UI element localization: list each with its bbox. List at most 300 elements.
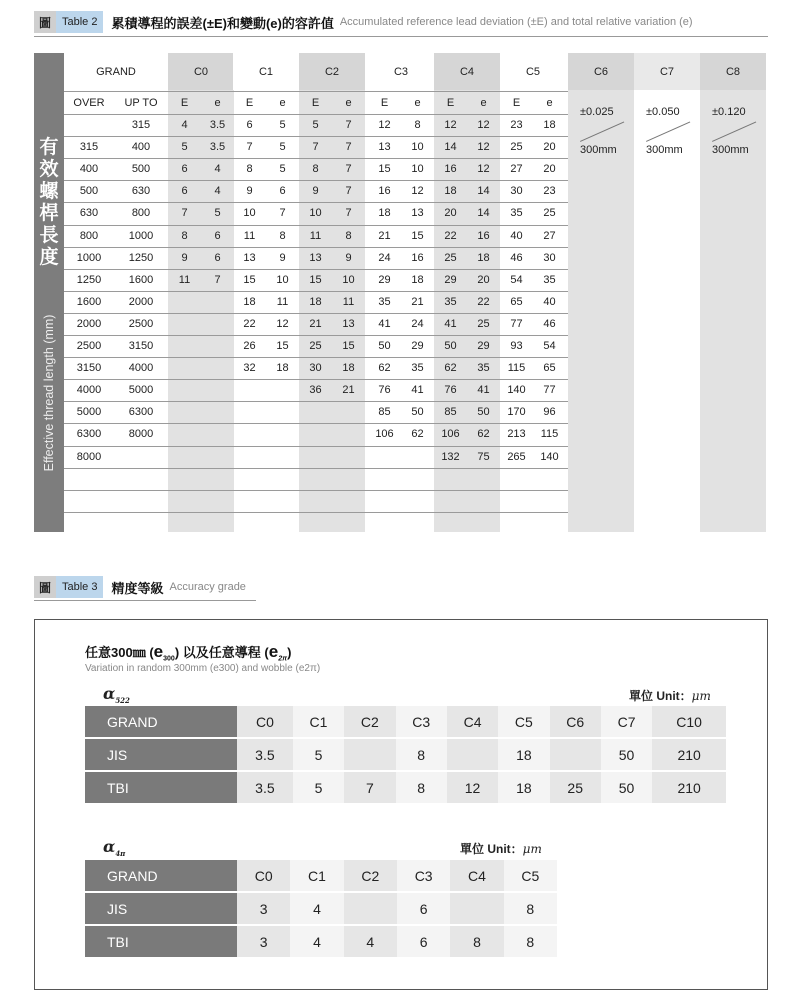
table-cell: 50 bbox=[477, 406, 490, 419]
table2-label: Table 2 bbox=[56, 11, 103, 33]
table-cell: 106 bbox=[375, 428, 394, 441]
table-cell: 20 bbox=[444, 207, 457, 220]
grid-cell: C2 bbox=[344, 860, 397, 892]
table-cell bbox=[168, 335, 201, 357]
table-cell: 18 bbox=[411, 273, 424, 286]
table-cell: 10 bbox=[243, 207, 256, 220]
side-char: 有 bbox=[39, 137, 59, 158]
subheader-E: E bbox=[245, 97, 254, 109]
table-cell bbox=[332, 423, 365, 445]
grid-cell bbox=[550, 738, 601, 771]
row-divider bbox=[64, 379, 568, 380]
table-cell: 13 bbox=[309, 251, 322, 264]
table-cell: 7 bbox=[345, 163, 352, 176]
table-cell: 10 bbox=[411, 163, 424, 176]
table-cell: 62 bbox=[411, 428, 424, 441]
table-cell bbox=[201, 291, 234, 313]
grid-cell: 12 bbox=[447, 771, 498, 803]
grid-cell: 210 bbox=[652, 738, 726, 771]
row-divider bbox=[64, 202, 568, 203]
header-grand: GRAND bbox=[64, 53, 168, 90]
table-cell: 11 bbox=[309, 229, 322, 242]
table-cell: 77 bbox=[543, 384, 556, 397]
table-cell: 6 bbox=[214, 229, 221, 242]
table-cell bbox=[168, 423, 201, 445]
side-char: 效 bbox=[39, 159, 59, 180]
table-cell: 7 bbox=[345, 141, 352, 154]
subheader-e: e bbox=[546, 97, 553, 109]
side-label-zh bbox=[34, 137, 64, 269]
table2-title-en: Accumulated reference lead deviation (±E) and total relative variation (e) bbox=[339, 16, 693, 28]
table-cell bbox=[233, 423, 266, 445]
side-char: 螺 bbox=[39, 181, 59, 202]
table-cell: 41 bbox=[378, 317, 391, 330]
table-cell: 16 bbox=[378, 185, 391, 198]
table2-title-zh: 累積導程的誤差(±E)和變動(e)的容許值 bbox=[111, 15, 334, 31]
table-cell: 7 bbox=[312, 141, 319, 154]
table-cell: 12 bbox=[477, 141, 490, 154]
table-cell bbox=[168, 401, 201, 423]
table-cell: 15 bbox=[276, 340, 289, 352]
table-cell: 25 bbox=[444, 251, 457, 264]
subheader-E: E bbox=[311, 97, 320, 109]
table-cell: 12 bbox=[411, 185, 424, 198]
side-char: 度 bbox=[39, 247, 59, 268]
grid-cell: C5 bbox=[498, 706, 549, 738]
grid-cell: 3.5 bbox=[237, 771, 293, 803]
table-cell bbox=[168, 291, 201, 313]
table-cell: 12 bbox=[444, 119, 457, 131]
table-cell: 20 bbox=[477, 273, 490, 286]
grid-cell: C10 bbox=[652, 706, 726, 738]
table-cell: 9 bbox=[312, 185, 319, 198]
header-grade: C8 bbox=[700, 53, 766, 90]
grid-row-label: TBI bbox=[85, 771, 237, 803]
column-shade bbox=[700, 53, 766, 532]
table-cell: 8 bbox=[312, 163, 319, 176]
figure-icon: 圖 bbox=[34, 11, 56, 33]
table-cell bbox=[201, 401, 234, 423]
side-char: 長 bbox=[39, 225, 59, 246]
heading-en: Variation in random 300mm (e300) and wobble (e2π) bbox=[85, 663, 321, 674]
grid-cell: C1 bbox=[290, 860, 343, 892]
column-shade bbox=[568, 53, 634, 532]
table-cell: 22 bbox=[444, 229, 457, 242]
table-cell: 9 bbox=[246, 185, 253, 198]
table-cell: 7 bbox=[345, 185, 352, 198]
table-cell: 3.5 bbox=[209, 119, 226, 131]
subheader-E: E bbox=[446, 97, 455, 109]
header-grade: C6 bbox=[568, 53, 634, 90]
table-cell: 4 bbox=[214, 185, 221, 198]
table-cell: 62 bbox=[378, 362, 391, 375]
table-cell: 76 bbox=[444, 384, 457, 397]
table-cell: 170 bbox=[507, 406, 526, 419]
row-divider bbox=[64, 468, 568, 469]
cell-over: 2500 bbox=[76, 340, 102, 352]
grid-row-label: JIS bbox=[85, 892, 237, 925]
table-cell: 14 bbox=[477, 185, 490, 198]
grid-cell: 18 bbox=[498, 771, 549, 803]
header-grade: C1 bbox=[233, 53, 299, 90]
table-cell bbox=[201, 446, 234, 468]
cell-over: 315 bbox=[79, 141, 99, 154]
cell-upto: 1250 bbox=[128, 251, 154, 264]
grid-cell: C4 bbox=[447, 706, 498, 738]
table-cell: 106 bbox=[441, 428, 460, 441]
subheader-e: e bbox=[414, 97, 421, 109]
table-cell: 46 bbox=[510, 251, 523, 264]
row-divider bbox=[64, 401, 568, 402]
header-grade: C4 bbox=[434, 53, 500, 90]
table-cell: 65 bbox=[543, 362, 556, 375]
table-cell: 77 bbox=[510, 317, 523, 330]
table-cell: 13 bbox=[243, 251, 256, 264]
grid-cell: 8 bbox=[396, 738, 447, 771]
tolerance-length: 300mm bbox=[646, 144, 683, 156]
table-cell bbox=[266, 379, 299, 401]
table-cell: 22 bbox=[477, 295, 490, 308]
table-cell: 25 bbox=[309, 340, 322, 352]
grid-cell: 18 bbox=[498, 738, 549, 771]
table3-title-zh: 精度等級 bbox=[111, 580, 164, 596]
table-cell: 30 bbox=[309, 362, 322, 375]
cell-upto: 6300 bbox=[128, 406, 154, 419]
grid-row bbox=[85, 892, 557, 925]
grid-cell: 5 bbox=[293, 771, 344, 803]
row-divider bbox=[64, 512, 568, 513]
grid-cell: C6 bbox=[550, 706, 601, 738]
grid-row-label: GRAND bbox=[85, 860, 237, 892]
row-divider bbox=[64, 225, 568, 226]
table-cell bbox=[168, 357, 201, 379]
grid-row bbox=[85, 706, 726, 738]
table-cell: 32 bbox=[243, 362, 256, 375]
row-divider bbox=[64, 136, 568, 137]
table-cell: 21 bbox=[411, 295, 424, 308]
tolerance-length: 300mm bbox=[712, 144, 749, 156]
cell-upto: 500 bbox=[131, 163, 151, 176]
grid-cell: C1 bbox=[293, 706, 344, 738]
table-cell bbox=[201, 423, 234, 445]
subheader-e: e bbox=[214, 97, 221, 109]
table-cell: 18 bbox=[342, 362, 355, 375]
cell-over: 1250 bbox=[76, 273, 102, 286]
subheader-e: e bbox=[480, 97, 487, 109]
tolerance-value: ±0.120 bbox=[712, 106, 746, 118]
cell-over bbox=[64, 114, 114, 136]
table-cell: 26 bbox=[243, 340, 256, 352]
cell-upto: 800 bbox=[131, 207, 151, 220]
cell-over: 3150 bbox=[76, 362, 102, 375]
table-cell: 11 bbox=[178, 273, 191, 286]
table-cell: 11 bbox=[243, 229, 256, 242]
table-cell: 7 bbox=[345, 207, 352, 220]
table-cell: 23 bbox=[543, 185, 556, 198]
grid-cell: 4 bbox=[290, 925, 343, 957]
table-cell: 25 bbox=[543, 207, 556, 220]
grade-table-522 bbox=[85, 706, 726, 803]
grid-cell: 6 bbox=[397, 892, 450, 925]
table-cell: 10 bbox=[276, 273, 289, 286]
cell-upto: 2000 bbox=[128, 295, 154, 308]
table-cell: 40 bbox=[510, 229, 523, 242]
table-cell: 25 bbox=[477, 317, 490, 330]
table-cell: 96 bbox=[543, 406, 556, 419]
table-cell: 35 bbox=[411, 362, 424, 375]
table-cell: 35 bbox=[543, 273, 556, 286]
table-cell: 6 bbox=[279, 185, 286, 198]
table-cell: 13 bbox=[342, 317, 355, 330]
table-cell bbox=[201, 379, 234, 401]
table-cell: 24 bbox=[411, 317, 424, 330]
alpha-522: $\alpha_{522}$ bbox=[103, 684, 130, 706]
table-cell: 10 bbox=[342, 273, 355, 286]
alpha-4pi: $\alpha_{4\pi}$ bbox=[103, 837, 126, 859]
cell-over: 2000 bbox=[76, 317, 102, 330]
grid-row bbox=[85, 860, 557, 892]
row-divider bbox=[64, 423, 568, 424]
grid-cell: C4 bbox=[450, 860, 503, 892]
cell-over: 630 bbox=[79, 207, 99, 220]
side-label bbox=[34, 53, 64, 532]
table-cell bbox=[299, 446, 332, 468]
table-cell: 7 bbox=[279, 207, 286, 220]
table-cell: 27 bbox=[510, 163, 523, 176]
table-cell: 29 bbox=[378, 273, 391, 286]
table-cell: 35 bbox=[444, 295, 457, 308]
table-cell: 23 bbox=[510, 119, 523, 131]
table-cell: 18 bbox=[243, 295, 256, 308]
table-cell: 8 bbox=[414, 119, 421, 131]
table-cell: 213 bbox=[507, 428, 526, 441]
row-divider bbox=[64, 335, 568, 336]
table-cell: 4 bbox=[181, 119, 188, 131]
grid-cell: 7 bbox=[344, 771, 395, 803]
grid-cell: 8 bbox=[504, 925, 557, 957]
table-cell: 85 bbox=[444, 406, 457, 419]
table-cell: 10 bbox=[411, 141, 424, 154]
grid-cell: 210 bbox=[652, 771, 726, 803]
grid-cell: 4 bbox=[344, 925, 397, 957]
table-cell bbox=[233, 379, 266, 401]
grid-row bbox=[85, 771, 726, 803]
table-cell: 6 bbox=[246, 119, 253, 131]
diagonal-line bbox=[646, 121, 690, 141]
grid-row-label: GRAND bbox=[85, 706, 237, 738]
table-cell: 29 bbox=[411, 340, 424, 352]
divider bbox=[34, 600, 256, 601]
table-cell: 5 bbox=[279, 163, 286, 176]
table-cell: 35 bbox=[477, 362, 490, 375]
table2-caption bbox=[34, 11, 693, 33]
table-cell: 18 bbox=[309, 295, 322, 308]
table-cell: 140 bbox=[540, 450, 559, 463]
grid-cell: 5 bbox=[293, 738, 344, 771]
table-cell: 75 bbox=[477, 450, 490, 463]
unit-label: 單位 Unit：μm bbox=[629, 689, 711, 703]
cell-over: 8000 bbox=[76, 450, 102, 463]
side-label-en: Effective thread length (mm) bbox=[42, 314, 56, 472]
row-divider bbox=[64, 180, 568, 181]
table-cell bbox=[168, 446, 201, 468]
cell-over: 500 bbox=[79, 185, 99, 198]
divider bbox=[34, 36, 768, 37]
cell-upto: 1600 bbox=[128, 273, 154, 286]
table-cell bbox=[332, 401, 365, 423]
grid-cell: 3 bbox=[237, 925, 290, 957]
table-cell: 93 bbox=[510, 340, 523, 352]
table-cell: 29 bbox=[477, 340, 490, 352]
cell-over: 400 bbox=[79, 163, 99, 176]
grid-row bbox=[85, 738, 726, 771]
table-cell: 65 bbox=[510, 295, 523, 308]
grid-cell bbox=[450, 892, 503, 925]
side-char: 桿 bbox=[39, 203, 59, 224]
header-grade: C5 bbox=[500, 53, 566, 90]
table-cell: 14 bbox=[444, 141, 457, 154]
grid-row-label: JIS bbox=[85, 738, 237, 771]
table-cell bbox=[299, 423, 332, 445]
table-cell: 6 bbox=[181, 163, 188, 176]
grid-cell: 3 bbox=[237, 892, 290, 925]
grid-cell: 3.5 bbox=[237, 738, 293, 771]
table-cell bbox=[266, 423, 299, 445]
grade-table-4pi bbox=[85, 860, 557, 957]
table-cell: 9 bbox=[345, 251, 352, 264]
table-cell: 24 bbox=[378, 251, 391, 264]
table-cell: 20 bbox=[543, 141, 556, 154]
grid-row bbox=[85, 925, 557, 957]
table-cell: 15 bbox=[309, 273, 322, 286]
table-cell: 62 bbox=[477, 428, 490, 441]
table-cell: 5 bbox=[279, 119, 286, 131]
header-grade: C2 bbox=[299, 53, 365, 90]
table-cell: 21 bbox=[342, 384, 355, 397]
table-cell: 9 bbox=[279, 251, 286, 264]
table-cell: 50 bbox=[411, 406, 424, 419]
heading-zh: 任意300㎜ $(e_{300})$ 以及任意導程 $(e_{2\pi})$ bbox=[85, 642, 292, 663]
table-cell: 41 bbox=[477, 384, 490, 397]
grid-cell: C2 bbox=[344, 706, 395, 738]
table-cell: 41 bbox=[444, 317, 457, 330]
cell-over: 4000 bbox=[76, 384, 102, 397]
table-cell: 29 bbox=[444, 273, 457, 286]
table-cell: 18 bbox=[477, 251, 490, 264]
table-cell: 15 bbox=[342, 340, 355, 352]
table-cell: 8 bbox=[345, 229, 352, 242]
grid-cell: 8 bbox=[504, 892, 557, 925]
table-cell: 25 bbox=[510, 141, 523, 154]
table-cell: 132 bbox=[441, 450, 460, 463]
table-cell: 27 bbox=[543, 229, 556, 242]
grid-cell: 4 bbox=[290, 892, 343, 925]
table-cell: 265 bbox=[507, 450, 526, 463]
table-cell bbox=[332, 446, 365, 468]
cell-upto: 3150 bbox=[128, 340, 154, 352]
table-cell: 6 bbox=[181, 185, 188, 198]
table-cell: 16 bbox=[444, 163, 457, 176]
subheader-e: e bbox=[279, 97, 286, 109]
table-cell: 115 bbox=[507, 362, 526, 375]
grid-cell: 8 bbox=[450, 925, 503, 957]
row-divider bbox=[64, 313, 568, 314]
table-cell: 140 bbox=[507, 384, 526, 397]
table-cell: 85 bbox=[378, 406, 391, 419]
row-divider bbox=[64, 357, 568, 358]
table-cell bbox=[299, 401, 332, 423]
table-cell: 35 bbox=[510, 207, 523, 220]
tolerance-length: 300mm bbox=[580, 144, 617, 156]
table-cell: 50 bbox=[378, 340, 391, 352]
table-cell: 4 bbox=[214, 163, 221, 176]
table-cell bbox=[266, 401, 299, 423]
table-cell: 18 bbox=[378, 207, 391, 220]
table-cell bbox=[233, 446, 266, 468]
table-cell: 40 bbox=[543, 295, 556, 308]
cell-upto: 8000 bbox=[128, 428, 154, 441]
table-cell: 21 bbox=[378, 229, 391, 242]
table-cell: 21 bbox=[309, 317, 322, 330]
table-cell: 6 bbox=[214, 251, 221, 264]
table-cell: 46 bbox=[543, 317, 556, 330]
cell-over: 1000 bbox=[76, 251, 102, 264]
table-cell: 14 bbox=[477, 207, 490, 220]
table-cell: 10 bbox=[309, 207, 322, 220]
table-cell: 35 bbox=[378, 295, 391, 308]
grid-cell: 6 bbox=[397, 925, 450, 957]
accuracy-grade-panel bbox=[34, 619, 768, 990]
grid-cell: C3 bbox=[396, 706, 447, 738]
table-cell: 11 bbox=[276, 295, 289, 308]
cell-upto: 4000 bbox=[128, 362, 154, 375]
table3-caption bbox=[34, 576, 246, 598]
table-cell: 7 bbox=[214, 273, 221, 286]
table-cell: 18 bbox=[276, 362, 289, 375]
table-cell: 16 bbox=[411, 251, 424, 264]
cell-upto: 2500 bbox=[128, 317, 154, 330]
table-cell: 76 bbox=[378, 384, 391, 397]
table-cell bbox=[266, 446, 299, 468]
table-cell: 12 bbox=[378, 119, 391, 131]
header-grade: C7 bbox=[634, 53, 700, 90]
cell-over: 1600 bbox=[76, 295, 102, 308]
table-cell: 50 bbox=[444, 340, 457, 352]
table-cell: 41 bbox=[411, 384, 424, 397]
subheader-E: E bbox=[180, 97, 189, 109]
table-cell: 5 bbox=[312, 119, 319, 131]
table-cell: 13 bbox=[411, 207, 424, 220]
table-cell: 30 bbox=[543, 251, 556, 264]
grid-cell bbox=[344, 892, 397, 925]
table-cell: 15 bbox=[378, 163, 391, 176]
table-cell: 11 bbox=[342, 295, 355, 308]
table-cell: 22 bbox=[243, 317, 256, 330]
row-divider bbox=[64, 291, 568, 292]
lead-deviation-table bbox=[34, 53, 768, 532]
subheader-E: E bbox=[512, 97, 521, 109]
cell-upto: 315 bbox=[131, 119, 151, 131]
table-cell: 3.5 bbox=[209, 141, 226, 154]
table-cell bbox=[201, 335, 234, 357]
cell-upto: 1000 bbox=[128, 229, 154, 242]
table-cell: 9 bbox=[181, 251, 188, 264]
table-cell: 16 bbox=[477, 229, 490, 242]
cell-upto bbox=[114, 446, 168, 468]
cell-upto: 5000 bbox=[128, 384, 154, 397]
figure-icon: 圖 bbox=[34, 576, 56, 598]
grid-cell: 8 bbox=[396, 771, 447, 803]
